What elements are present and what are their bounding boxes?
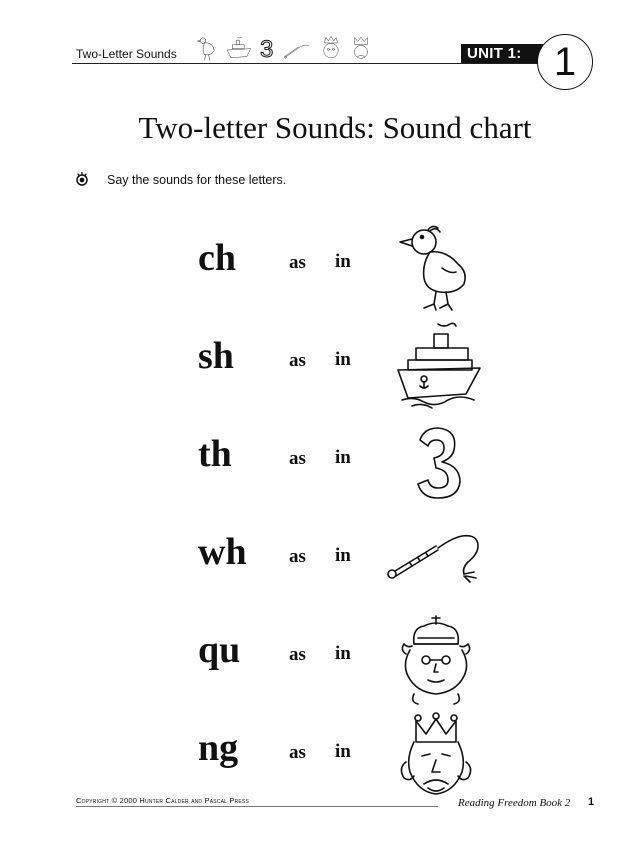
sound-letters: wh	[198, 531, 247, 573]
header-title: Two-Letter Sounds	[76, 47, 177, 61]
as-word: as	[289, 742, 306, 763]
in-word: in	[335, 741, 351, 762]
sound-letters: qu	[198, 629, 241, 671]
ship-icon	[384, 320, 488, 415]
in-word: in	[335, 545, 351, 566]
sound-letters: th	[198, 433, 232, 475]
sound-row-sh	[0, 320, 640, 415]
header-rule	[72, 63, 550, 64]
queen-icon	[324, 36, 339, 58]
unit-badge: UNIT 1:	[461, 44, 543, 63]
sound-letters: ng	[198, 727, 239, 769]
copyright: Copyright © 2000 Hunter Calder and Pascal Press	[76, 796, 250, 805]
three-icon	[384, 418, 488, 513]
sound-row-ch	[0, 222, 640, 317]
footer-rule	[76, 806, 438, 807]
chick-icon	[384, 222, 488, 317]
as-word: as	[289, 546, 306, 567]
as-word: as	[289, 644, 306, 665]
ship-icon	[227, 38, 250, 58]
page-title: Two-letter Sounds: Sound chart	[138, 110, 532, 145]
in-word: in	[335, 447, 351, 468]
in-word: in	[335, 349, 351, 370]
sound-row-ng	[0, 712, 640, 807]
whip-icon	[284, 45, 308, 58]
king-icon	[384, 712, 488, 807]
whip-icon	[384, 516, 488, 611]
as-word: as	[289, 350, 306, 371]
instruction-text: Say the sounds for these letters.	[107, 173, 287, 187]
in-word: in	[335, 643, 351, 664]
sound-row-qu	[0, 614, 640, 709]
speaking-icon	[74, 171, 90, 187]
unit-number: 1	[537, 34, 593, 90]
page-number: 1	[588, 796, 595, 808]
queen-icon	[384, 614, 488, 709]
sound-row-wh	[0, 516, 640, 611]
header-icon-strip	[196, 33, 376, 63]
as-word: as	[289, 448, 306, 469]
sound-letters: ch	[198, 237, 236, 279]
chick-icon	[197, 38, 214, 60]
king-icon	[355, 37, 368, 58]
three-icon: 3	[260, 36, 274, 63]
book-title: Reading Freedom Book 2	[458, 797, 571, 809]
in-word: in	[335, 251, 351, 272]
as-word: as	[289, 252, 306, 273]
sound-row-th	[0, 418, 640, 513]
sound-letters: sh	[198, 335, 234, 377]
